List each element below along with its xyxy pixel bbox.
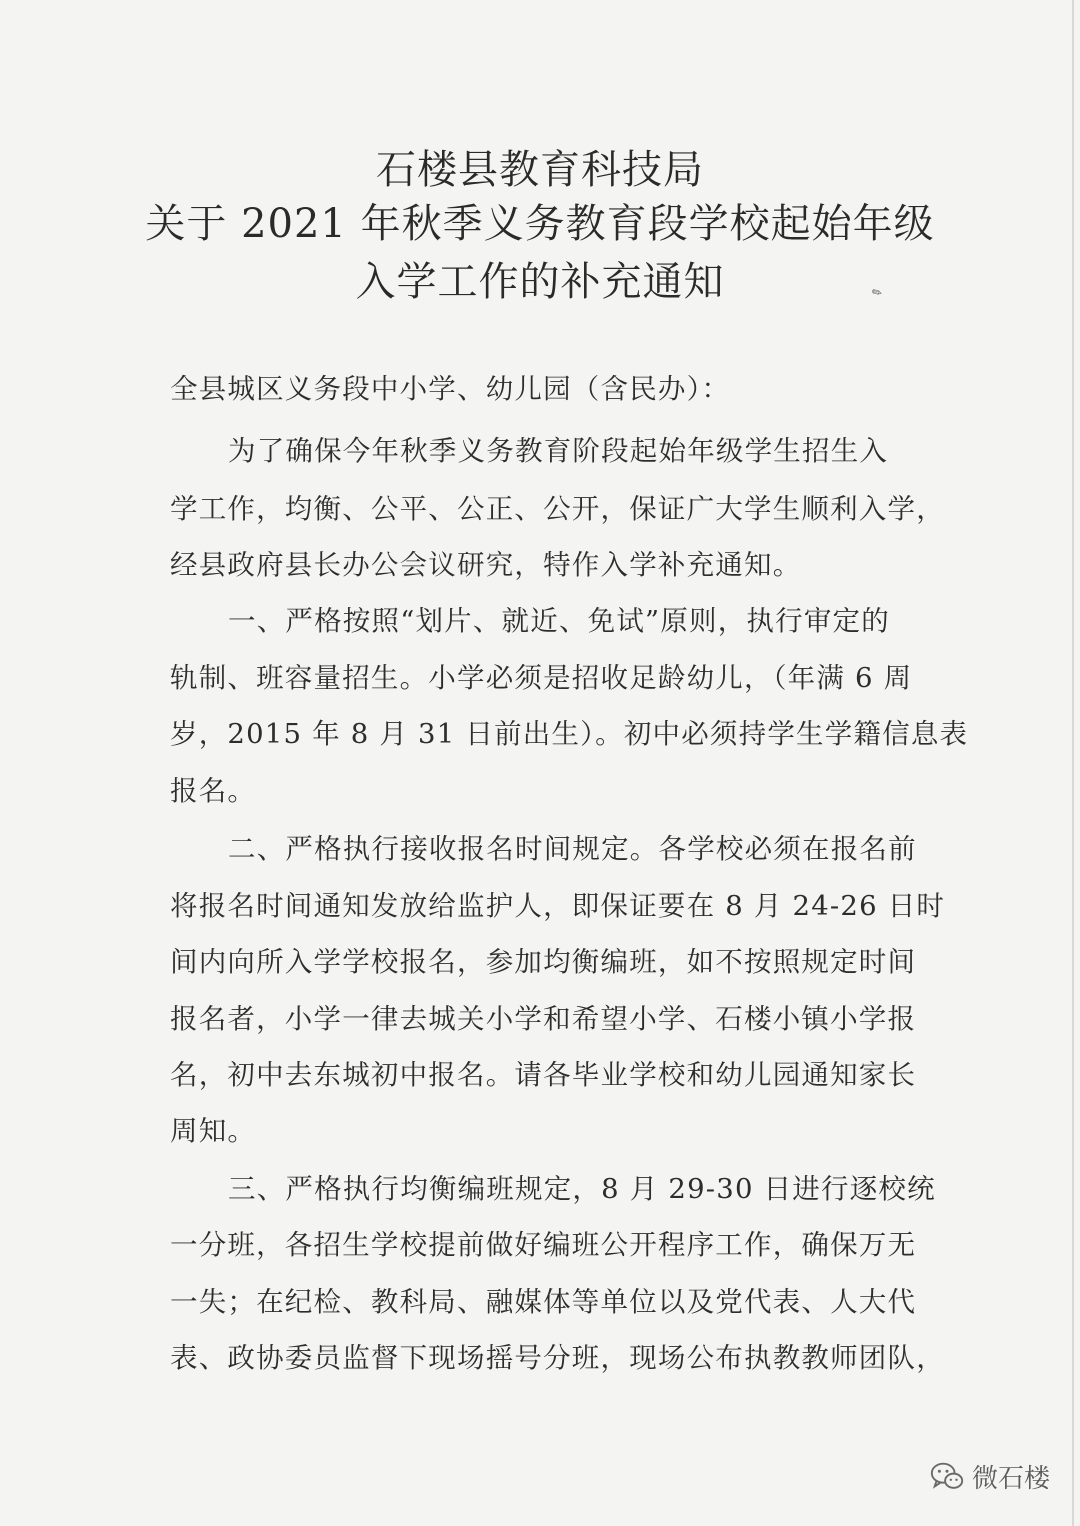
body-line: 一失；在纪检、教科局、融媒体等单位以及党代表、人大代 <box>170 1286 917 1318</box>
title-line-2: 关于 2021 年秋季义务教育段学校起始年级 <box>145 201 935 247</box>
body-line: 表、政协委员监督下现场摇号分班，现场公布执教教师团队， <box>170 1342 945 1374</box>
body-line: 一分班，各招生学校提前做好编班公开程序工作，确保万无 <box>170 1229 917 1261</box>
watermark <box>928 1454 1050 1498</box>
salutation: 全县城区义务段中小学、幼儿园（含民办）： <box>170 373 731 405</box>
wechat-icon <box>928 1457 966 1495</box>
body-line: 周知。 <box>170 1115 257 1147</box>
body-line: 二、严格执行接收报名时间规定。各学校必须在报名前 <box>228 833 917 865</box>
watermark-label: 微石楼 <box>972 1463 1051 1494</box>
title-line-3: 入学工作的补充通知 <box>355 259 725 305</box>
body-line: 为了确保今年秋季义务教育阶段起始年级学生招生入 <box>228 435 889 467</box>
body-line: 将报名时间通知发放给监护人，即保证要在 8 月 24-26 日时 <box>170 890 946 922</box>
body-line: 间内向所入学学校报名，参加均衡编班，如不按照规定时间 <box>170 946 917 978</box>
body-line: 报名者，小学一律去城关小学和希望小学、石楼小镇小学报 <box>170 1003 917 1035</box>
pen-mark: ✎ <box>869 284 885 302</box>
body-line: 经县政府县长办公会议研究，特作入学补充通知。 <box>170 549 802 581</box>
title-line-1: 石楼县教育科技局 <box>376 147 704 193</box>
body-line: 报名。 <box>170 775 257 807</box>
body-line: 名，初中去东城初中报名。请各毕业学校和幼儿园通知家长 <box>170 1059 917 1091</box>
body-line: 一、严格按照“划片、就近、免试”原则，执行审定的 <box>228 605 890 637</box>
body-line: 轨制、班容量招生。小学必须是招收足龄幼儿，（年满 6 周 <box>170 662 913 694</box>
body-line: 学工作，均衡、公平、公正、公开，保证广大学生顺利入学， <box>170 493 945 525</box>
body-line: 三、严格执行均衡编班规定，8 月 29-30 日进行逐校统 <box>228 1173 936 1205</box>
body-line: 岁，2015 年 8 月 31 日前出生）。初中必须持学生学籍信息表 <box>170 718 969 750</box>
